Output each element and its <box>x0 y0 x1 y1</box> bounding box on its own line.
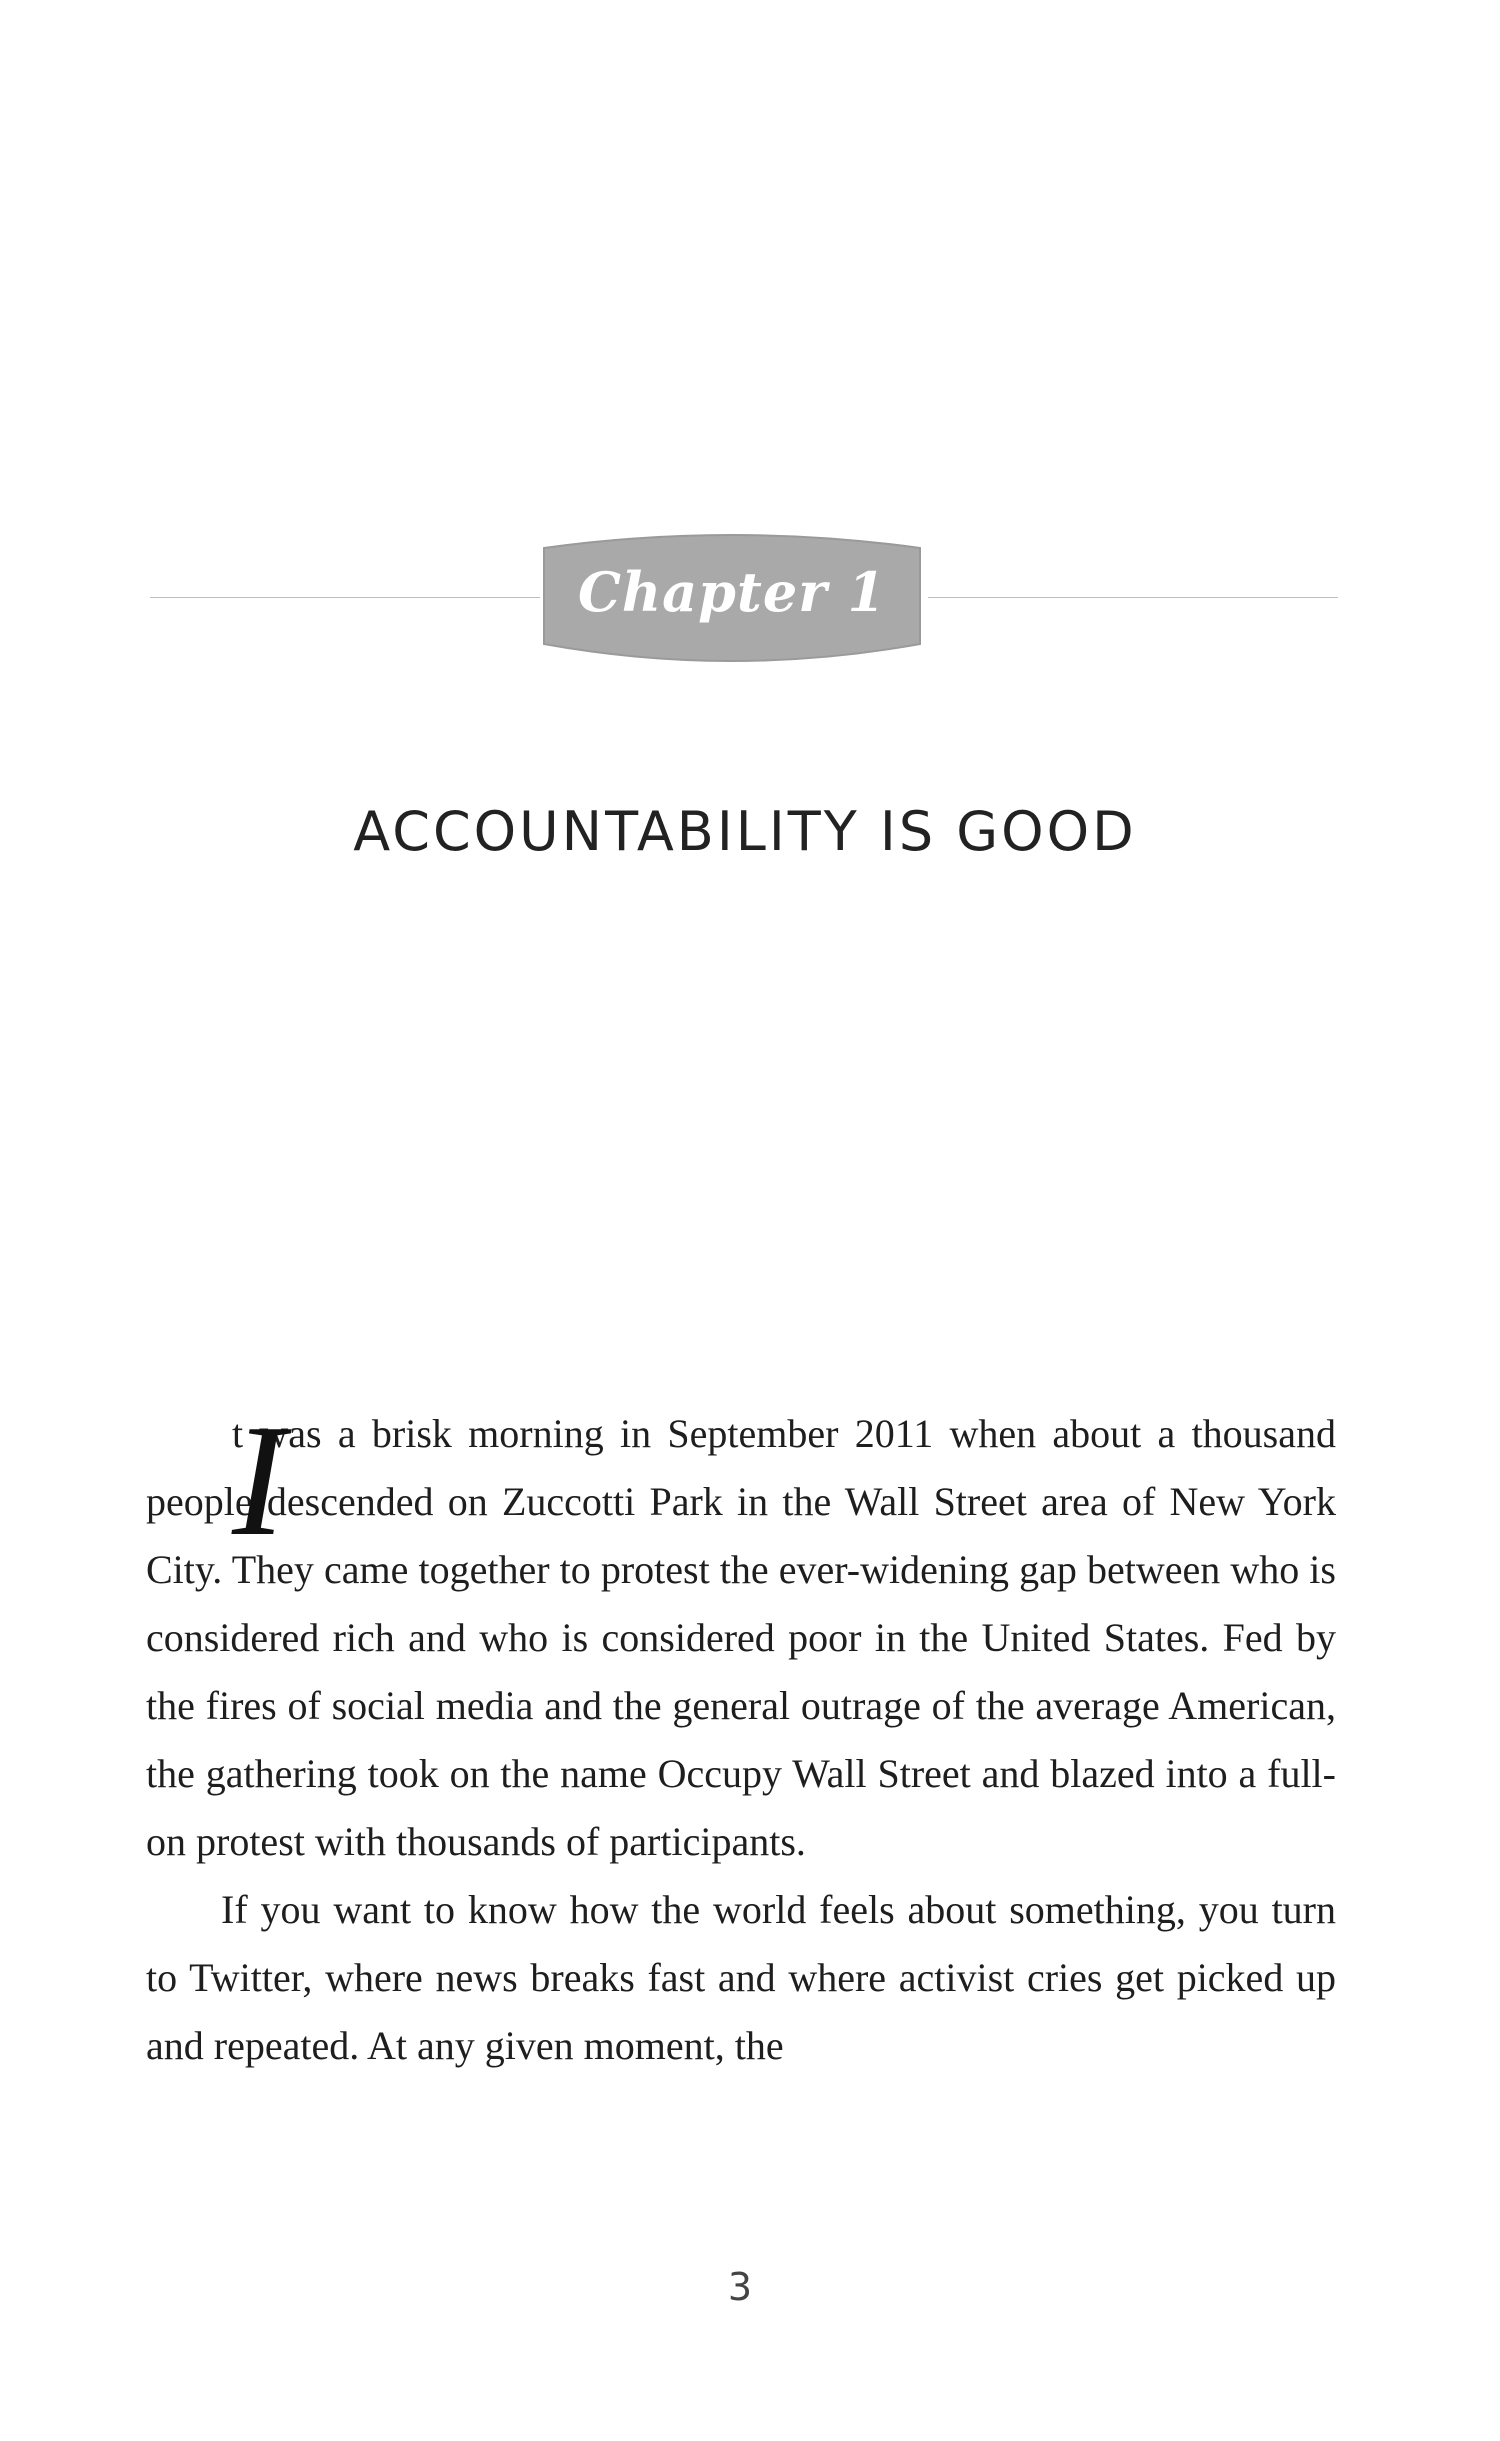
chapter-rule-left <box>150 597 540 598</box>
drop-cap: I <box>232 1391 286 1569</box>
body-text <box>146 1391 1336 2080</box>
chapter-rule-right <box>928 597 1338 598</box>
page-number: 3 <box>727 2265 753 2309</box>
chapter-title: ACCOUNTABILITY IS GOOD <box>353 800 1137 863</box>
paragraph-1-text: t was a brisk morning in September 2011 when about a thousand people descended on Zuccotti Park in the Wall Street area of New York City. They came together to protest the ever-widening gap between who is considered rich and who is considered poor in the United States. Fed by the fires of social media and the general outrage of the average American, the gathering took on the name Occupy Wall Street and blazed into a full-on protest with thousands of participants. <box>146 1411 1336 1864</box>
chapter-label: Chapter 1 <box>577 560 887 624</box>
paragraph-2: If you want to know how the world feels about something, you turn to Twitter, where news breaks fast and where activist cries get picked up and repeated. At any given moment, the <box>146 1887 1336 2068</box>
paragraph-1 <box>146 1391 1336 1876</box>
